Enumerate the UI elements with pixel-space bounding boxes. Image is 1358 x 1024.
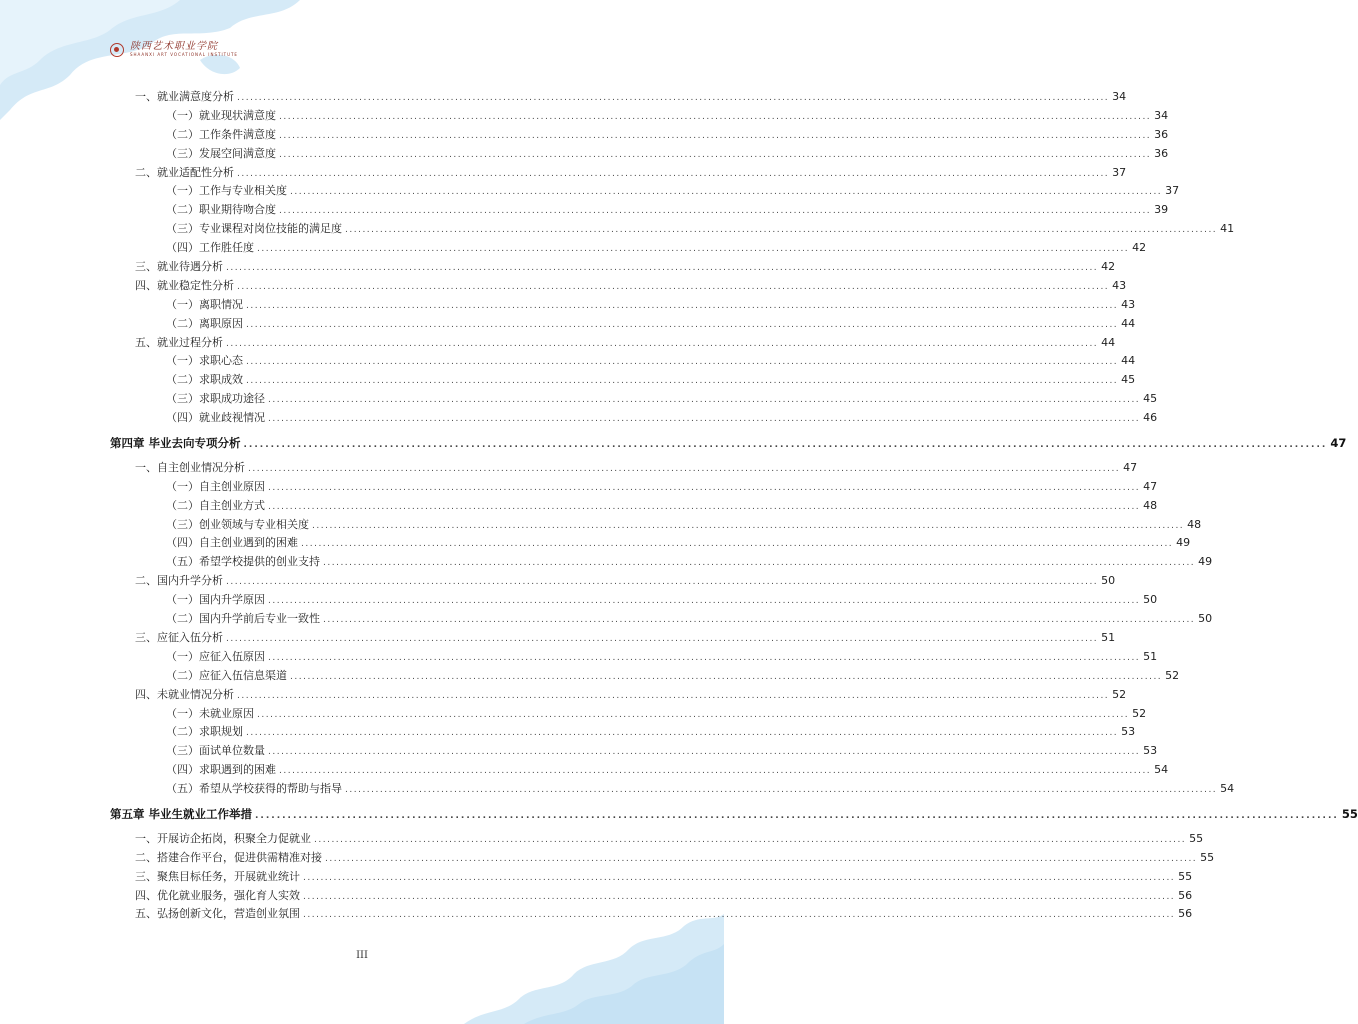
toc-entry-page: 50	[1143, 593, 1158, 607]
dot-leader: ........................................................................................................................................................................................................	[268, 414, 1141, 425]
toc-entry[interactable]	[110, 742, 1158, 761]
table-of-contents	[110, 88, 1358, 924]
toc-entry[interactable]	[110, 667, 1180, 686]
toc-entry-page: 52	[1132, 706, 1147, 720]
toc-entry-title: （一）应征入伍原因	[166, 649, 265, 663]
dot-leader: ........................................................................................................................................................................................................	[237, 281, 1110, 292]
toc-entry[interactable]	[110, 390, 1158, 409]
toc-entry[interactable]	[110, 352, 1136, 371]
toc-entry-page: 46	[1143, 411, 1158, 425]
toc-entry-page: 44	[1101, 335, 1116, 349]
dot-leader: ........................................................................................................................................................................................................	[246, 357, 1119, 368]
dot-leader: ........................................................................................................................................................................................................	[303, 872, 1176, 883]
dot-leader: ........................................................................................................................................................................................................	[237, 690, 1110, 701]
toc-entry-page: 36	[1154, 127, 1169, 141]
toc-entry-title: （二）求职规划	[166, 725, 243, 739]
toc-entry[interactable]	[110, 459, 1138, 478]
toc-entry[interactable]	[110, 780, 1235, 799]
toc-entry-title: 四、优化就业服务，强化育人实效	[135, 888, 300, 902]
toc-entry-title: 三、聚焦目标任务，开展就业统计	[135, 869, 300, 883]
toc-entry[interactable]	[110, 868, 1193, 887]
toc-entry-page: 54	[1154, 763, 1169, 777]
toc-entry[interactable]	[110, 126, 1169, 145]
toc-entry[interactable]	[110, 497, 1158, 516]
toc-entry[interactable]	[110, 145, 1169, 164]
dot-leader: ........................................................................................................................................................................................................	[303, 910, 1176, 921]
dot-leader: ........................................................................................................................................................................................................	[246, 728, 1119, 739]
toc-entry-page: 52	[1112, 687, 1127, 701]
toc-entry-page: 44	[1121, 316, 1136, 330]
toc-entry-title: 四、未就业情况分析	[135, 687, 234, 701]
toc-entry-page: 55	[1189, 831, 1204, 845]
toc-entry-title: 第四章 毕业去向专项分析	[110, 436, 241, 451]
toc-entry-page: 55	[1200, 850, 1215, 864]
dot-leader: ........................................................................................................................................................................................................	[268, 596, 1141, 607]
seal-icon	[110, 43, 124, 57]
toc-entry-title: （三）专业课程对岗位技能的满足度	[166, 222, 342, 236]
toc-entry-title: 三、应征入伍分析	[135, 630, 223, 644]
toc-entry[interactable]	[110, 220, 1235, 239]
toc-entry[interactable]	[110, 591, 1158, 610]
dot-leader: ........................................................................................................................................................................................................	[268, 482, 1141, 493]
toc-entry-title: （四）自主创业遇到的困难	[166, 536, 298, 550]
toc-entry-page: 47	[1143, 479, 1158, 493]
toc-entry-title: （二）自主创业方式	[166, 498, 265, 512]
dot-leader: ........................................................................................................................................................................................................	[279, 149, 1152, 160]
dot-leader: ........................................................................................................................................................................................................	[323, 615, 1196, 626]
dot-leader: ........................................................................................................................................................................................................	[290, 671, 1163, 682]
toc-entry-page: 48	[1143, 498, 1158, 512]
dot-leader: ........................................................................................................................................................................................................	[345, 785, 1218, 796]
dot-leader: ........................................................................................................................................................................................................	[279, 130, 1152, 141]
toc-entry[interactable]	[110, 239, 1147, 258]
toc-entry-page: 55	[1341, 806, 1358, 821]
toc-entry-page: 48	[1187, 517, 1202, 531]
toc-entry-title: （二）求职成效	[166, 373, 243, 387]
toc-entry[interactable]	[110, 88, 1127, 107]
toc-entry[interactable]	[110, 705, 1147, 724]
toc-entry[interactable]	[110, 553, 1213, 572]
toc-entry-title: （三）发展空间满意度	[166, 146, 276, 160]
dot-leader: ........................................................................................................................................................................................................	[257, 709, 1130, 720]
toc-entry[interactable]	[110, 409, 1158, 428]
toc-entry-title: 一、自主创业情况分析	[135, 460, 245, 474]
toc-entry-page: 56	[1178, 907, 1193, 921]
toc-entry[interactable]	[110, 277, 1127, 296]
toc-entry-page: 51	[1143, 649, 1158, 663]
toc-entry[interactable]	[110, 610, 1213, 629]
toc-entry[interactable]	[110, 478, 1158, 497]
toc-entry[interactable]	[110, 334, 1116, 353]
dot-leader: ........................................................................................................................................................................................................	[226, 577, 1099, 588]
toc-entry-page: 47	[1123, 460, 1138, 474]
toc-entry-title: 第五章 毕业生就业工作举措	[110, 806, 253, 821]
institution-logo	[110, 42, 238, 57]
toc-entry-title: （一）国内升学原因	[166, 593, 265, 607]
toc-entry-title: （二）应征入伍信息渠道	[166, 668, 287, 682]
toc-chapter-entry[interactable]	[110, 428, 1347, 459]
toc-entry[interactable]	[110, 830, 1204, 849]
toc-entry[interactable]	[110, 296, 1136, 315]
toc-entry-title: （三）面试单位数量	[166, 744, 265, 758]
toc-entry-page: 45	[1143, 392, 1158, 406]
toc-entry[interactable]	[110, 258, 1116, 277]
toc-entry-page: 36	[1154, 146, 1169, 160]
toc-entry-page: 54	[1220, 782, 1235, 796]
toc-entry[interactable]	[110, 182, 1180, 201]
toc-entry[interactable]	[110, 516, 1202, 535]
toc-entry-page: 42	[1132, 241, 1147, 255]
toc-entry-title: （一）自主创业原因	[166, 479, 265, 493]
toc-entry-title: （五）希望学校提供的创业支持	[166, 555, 320, 569]
dot-leader: ........................................................................................................................................................................................................	[246, 300, 1119, 311]
toc-entry-title: （四）求职遇到的困难	[166, 763, 276, 777]
toc-entry-page: 51	[1101, 630, 1116, 644]
toc-entry-page: 50	[1101, 574, 1116, 588]
toc-entry-title: （一）工作与专业相关度	[166, 184, 287, 198]
toc-entry-page: 49	[1198, 555, 1213, 569]
dot-leader: ........................................................................................................................................................................................................	[243, 440, 1328, 451]
toc-entry-page: 45	[1121, 373, 1136, 387]
dot-leader: ........................................................................................................................................................................................................	[279, 206, 1152, 217]
toc-entry[interactable]	[110, 315, 1136, 334]
toc-chapter-entry[interactable]	[110, 799, 1358, 830]
toc-entry-title: （三）求职成功途径	[166, 392, 265, 406]
toc-entry-page: 43	[1112, 278, 1127, 292]
toc-entry[interactable]	[110, 201, 1169, 220]
toc-entry-title: （三）创业领域与专业相关度	[166, 517, 309, 531]
toc-entry-page: 43	[1121, 297, 1136, 311]
dot-leader: ........................................................................................................................................................................................................	[226, 633, 1099, 644]
toc-entry[interactable]	[110, 164, 1127, 183]
toc-entry-title: 四、就业稳定性分析	[135, 278, 234, 292]
dot-leader: ........................................................................................................................................................................................................	[226, 338, 1099, 349]
dot-leader: ........................................................................................................................................................................................................	[303, 891, 1176, 902]
dot-leader: ........................................................................................................................................................................................................	[268, 501, 1141, 512]
toc-entry[interactable]	[110, 761, 1169, 780]
page-number: III	[356, 950, 368, 961]
dot-leader: ........................................................................................................................................................................................................	[248, 463, 1121, 474]
toc-entry-title: （一）未就业原因	[166, 706, 254, 720]
toc-entry-title: 五、弘扬创新文化，营造创业氛围	[135, 907, 300, 921]
toc-entry-title: 三、就业待遇分析	[135, 260, 223, 274]
toc-entry-title: （二）职业期待吻合度	[166, 203, 276, 217]
dot-leader: ........................................................................................................................................................................................................	[268, 652, 1141, 663]
dot-leader: ........................................................................................................................................................................................................	[314, 834, 1187, 845]
toc-entry-page: 52	[1165, 668, 1180, 682]
dot-leader: ........................................................................................................................................................................................................	[312, 520, 1185, 531]
cloud-decoration-bottom	[464, 914, 724, 1024]
dot-leader: ........................................................................................................................................................................................................	[279, 111, 1152, 122]
toc-entry-page: 41	[1220, 222, 1235, 236]
toc-entry[interactable]	[110, 371, 1136, 390]
dot-leader: ........................................................................................................................................................................................................	[226, 263, 1099, 274]
toc-entry-title: （二）国内升学前后专业一致性	[166, 612, 320, 626]
toc-entry-page: 37	[1112, 165, 1127, 179]
dot-leader: ........................................................................................................................................................................................................	[257, 244, 1130, 255]
toc-entry-title: 二、搭建合作平台，促进供需精准对接	[135, 850, 322, 864]
toc-entry[interactable]	[110, 849, 1215, 868]
toc-entry-title: （四）就业歧视情况	[166, 411, 265, 425]
toc-entry-page: 44	[1121, 354, 1136, 368]
toc-entry[interactable]	[110, 905, 1193, 924]
toc-entry-page: 39	[1154, 203, 1169, 217]
toc-entry-page: 34	[1112, 90, 1127, 103]
logo-name-cn: 陕西艺术职业学院	[130, 41, 218, 52]
toc-entry-title: （一）就业现状满意度	[166, 108, 276, 122]
toc-entry[interactable]	[110, 686, 1127, 705]
toc-entry[interactable]	[110, 887, 1193, 906]
toc-entry-title: 二、就业适配性分析	[135, 165, 234, 179]
dot-leader: ........................................................................................................................................................................................................	[246, 319, 1119, 330]
toc-entry-page: 55	[1178, 869, 1193, 883]
logo-name-en: SHAANXI ART VOCATIONAL INSTITUTE	[130, 52, 238, 57]
toc-entry-page: 53	[1143, 744, 1158, 758]
toc-entry-title: （五）希望从学校获得的帮助与指导	[166, 782, 342, 796]
toc-entry[interactable]	[110, 107, 1169, 126]
toc-entry-page: 56	[1178, 888, 1193, 902]
toc-entry-page: 50	[1198, 612, 1213, 626]
toc-entry-page: 34	[1154, 108, 1169, 122]
toc-entry-page: 47	[1330, 436, 1347, 451]
toc-entry[interactable]	[110, 723, 1136, 742]
dot-leader: ........................................................................................................................................................................................................	[237, 168, 1110, 179]
dot-leader: ........................................................................................................................................................................................................	[290, 187, 1163, 198]
toc-entry[interactable]	[110, 629, 1116, 648]
dot-leader: ........................................................................................................................................................................................................	[237, 93, 1110, 103]
dot-leader: ........................................................................................................................................................................................................	[279, 766, 1152, 777]
toc-entry-page: 37	[1165, 184, 1180, 198]
toc-entry-title: 一、就业满意度分析	[135, 90, 234, 103]
toc-entry-title: 五、就业过程分析	[135, 335, 223, 349]
dot-leader: ........................................................................................................................................................................................................	[325, 853, 1198, 864]
toc-entry-title: （一）求职心态	[166, 354, 243, 368]
toc-entry[interactable]	[110, 572, 1116, 591]
dot-leader: ........................................................................................................................................................................................................	[345, 225, 1218, 236]
dot-leader: ........................................................................................................................................................................................................	[268, 395, 1141, 406]
toc-entry-page: 49	[1176, 536, 1191, 550]
toc-entry[interactable]	[110, 648, 1158, 667]
toc-entry-page: 42	[1101, 260, 1116, 274]
toc-entry-title: （四）工作胜任度	[166, 241, 254, 255]
toc-entry[interactable]	[110, 534, 1191, 553]
toc-entry-title: （一）离职情况	[166, 297, 243, 311]
dot-leader: ........................................................................................................................................................................................................	[255, 810, 1339, 821]
dot-leader: ........................................................................................................................................................................................................	[268, 747, 1141, 758]
dot-leader: ........................................................................................................................................................................................................	[323, 558, 1196, 569]
toc-entry-page: 53	[1121, 725, 1136, 739]
toc-entry-title: 二、国内升学分析	[135, 574, 223, 588]
toc-entry-title: 一、开展访企拓岗，积聚全力促就业	[135, 831, 311, 845]
dot-leader: ........................................................................................................................................................................................................	[301, 539, 1174, 550]
toc-entry-title: （二）工作条件满意度	[166, 127, 276, 141]
toc-entry-title: （二）离职原因	[166, 316, 243, 330]
dot-leader: ........................................................................................................................................................................................................	[246, 376, 1119, 387]
